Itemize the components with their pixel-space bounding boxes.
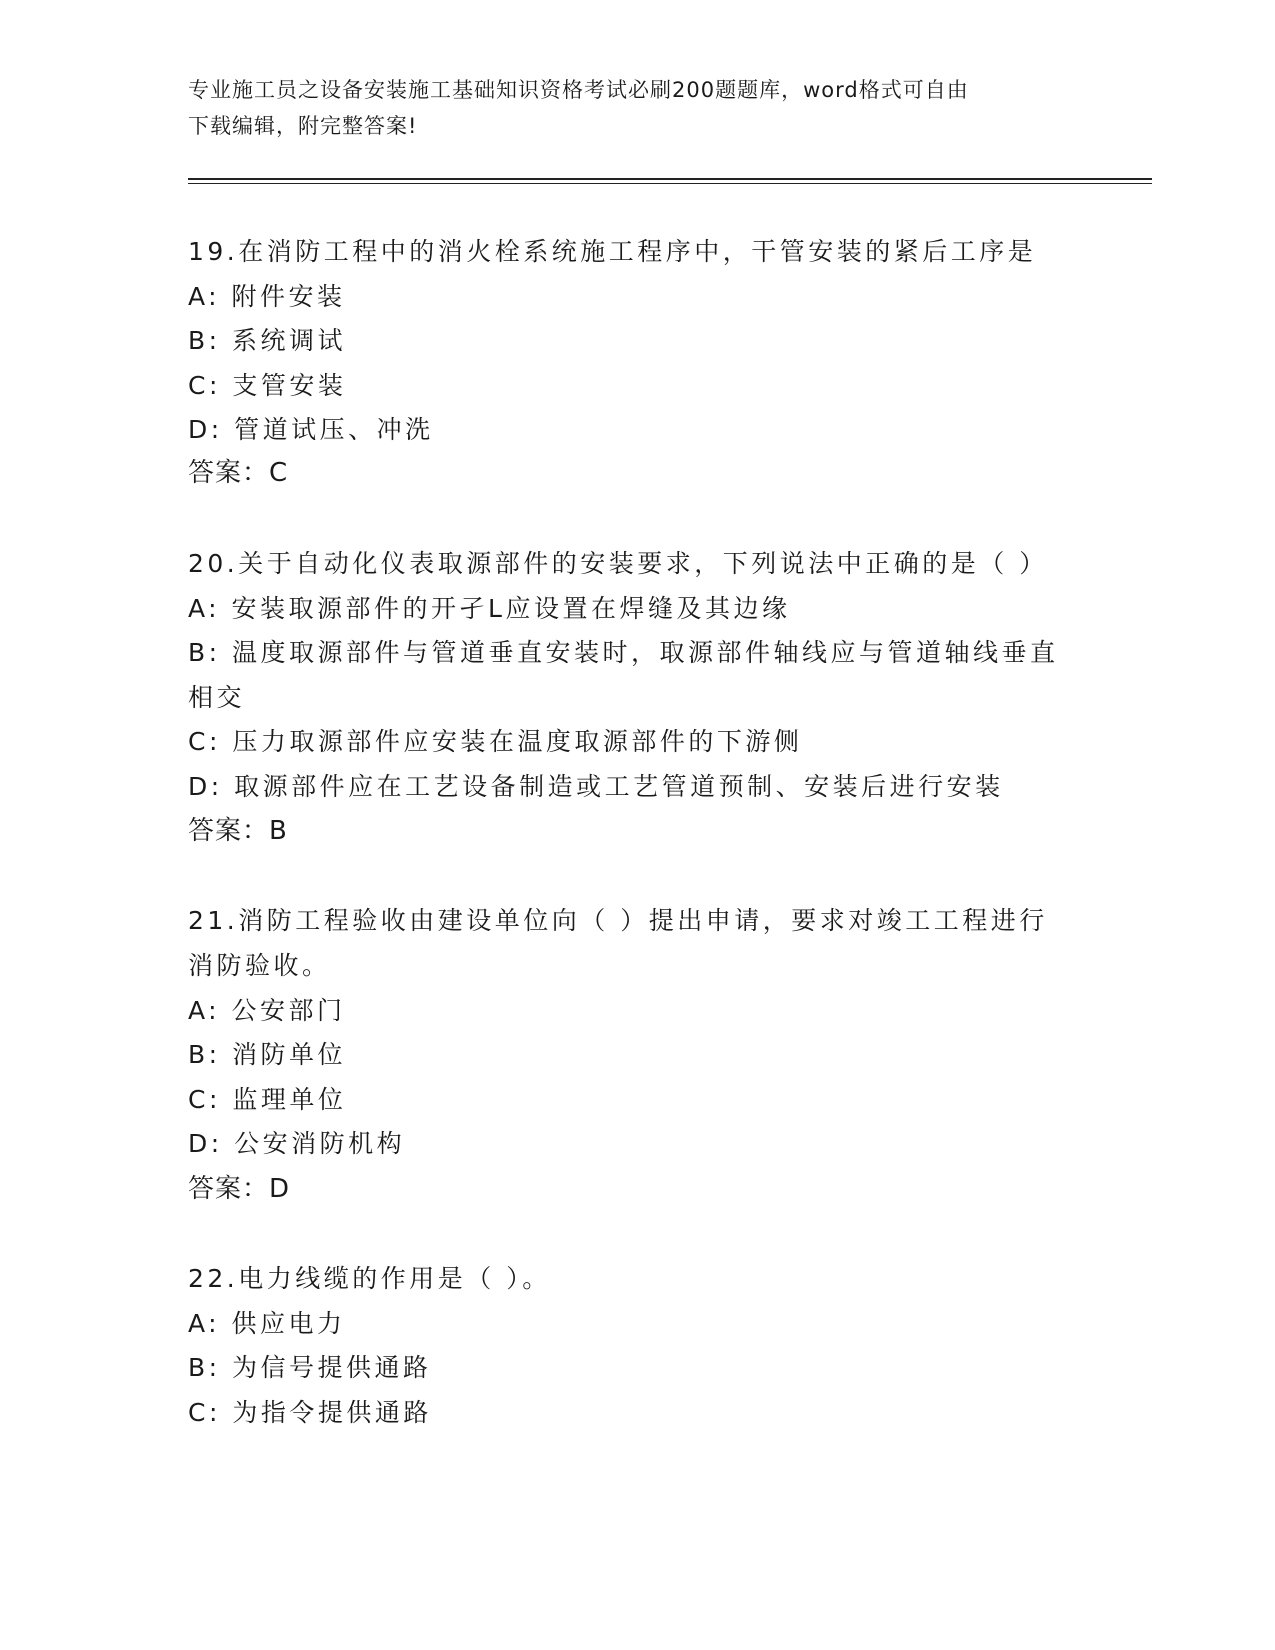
question-19-option-d: D: 管道试压、冲洗 (188, 415, 434, 444)
question-19-option-b: B: 系统调试 (188, 326, 347, 355)
question-20-stem: 20.关于自动化仪表取源部件的安装要求，下列说法中正确的是（ ） (188, 549, 1048, 578)
question-19-answer (188, 453, 289, 493)
question-20-option-b: B: 温度取源部件与管道垂直安装时，取源部件轴线应与管道轴线垂直 (188, 638, 1059, 667)
question-21-option-c: C: 监理单位 (188, 1085, 347, 1114)
question-19-stem: 19.在消防工程中的消火栓系统施工程序中，干管安装的紧后工序是 (188, 237, 1037, 266)
question-19-option-c: C: 支管安装 (188, 371, 347, 400)
document-header (188, 72, 1088, 144)
question-20-answer (188, 811, 289, 851)
question-21-answer (188, 1169, 291, 1209)
answer-value: B (269, 816, 289, 846)
header-divider-thick (188, 178, 1152, 180)
answer-value: C (269, 458, 290, 488)
question-20-option-d: D: 取源部件应在工艺设备制造或工艺管道预制、安装后进行安装 (188, 772, 1004, 801)
question-21-option-d: D: 公安消防机构 (188, 1129, 406, 1158)
answer-label: 答案： (188, 1174, 270, 1204)
question-22-stem: 22.电力线缆的作用是（ ）。 (188, 1264, 551, 1293)
question-21-stem-cont: 消防验收。 (188, 951, 331, 980)
header-divider-thin (188, 183, 1152, 184)
answer-value: D (269, 1174, 292, 1204)
question-19-option-a: A: 附件安装 (188, 282, 346, 311)
header-line-1: 专业施工员之设备安装施工基础知识资格考试必刷200题题库，word格式可自由 (188, 78, 969, 102)
question-20-option-b-cont: 相交 (188, 683, 246, 712)
answer-label: 答案： (188, 816, 270, 846)
question-22-option-c: C: 为指令提供通路 (188, 1398, 432, 1427)
question-21-stem: 21.消防工程验收由建设单位向（ ）提出申请，要求对竣工工程进行 (188, 906, 1048, 935)
question-21-option-b: B: 消防单位 (188, 1040, 347, 1069)
question-20-option-c: C: 压力取源部件应安装在温度取源部件的下游侧 (188, 727, 803, 756)
header-line-2: 下载编辑，附完整答案! (188, 114, 418, 138)
question-22-option-a: A: 供应电力 (188, 1309, 346, 1338)
question-20-option-a: A: 安装取源部件的开孑L应设置在焊缝及其边缘 (188, 594, 791, 623)
answer-label: 答案： (188, 458, 270, 488)
question-22-option-b: B: 为信号提供通路 (188, 1353, 432, 1382)
question-21-option-a: A: 公安部门 (188, 996, 346, 1025)
